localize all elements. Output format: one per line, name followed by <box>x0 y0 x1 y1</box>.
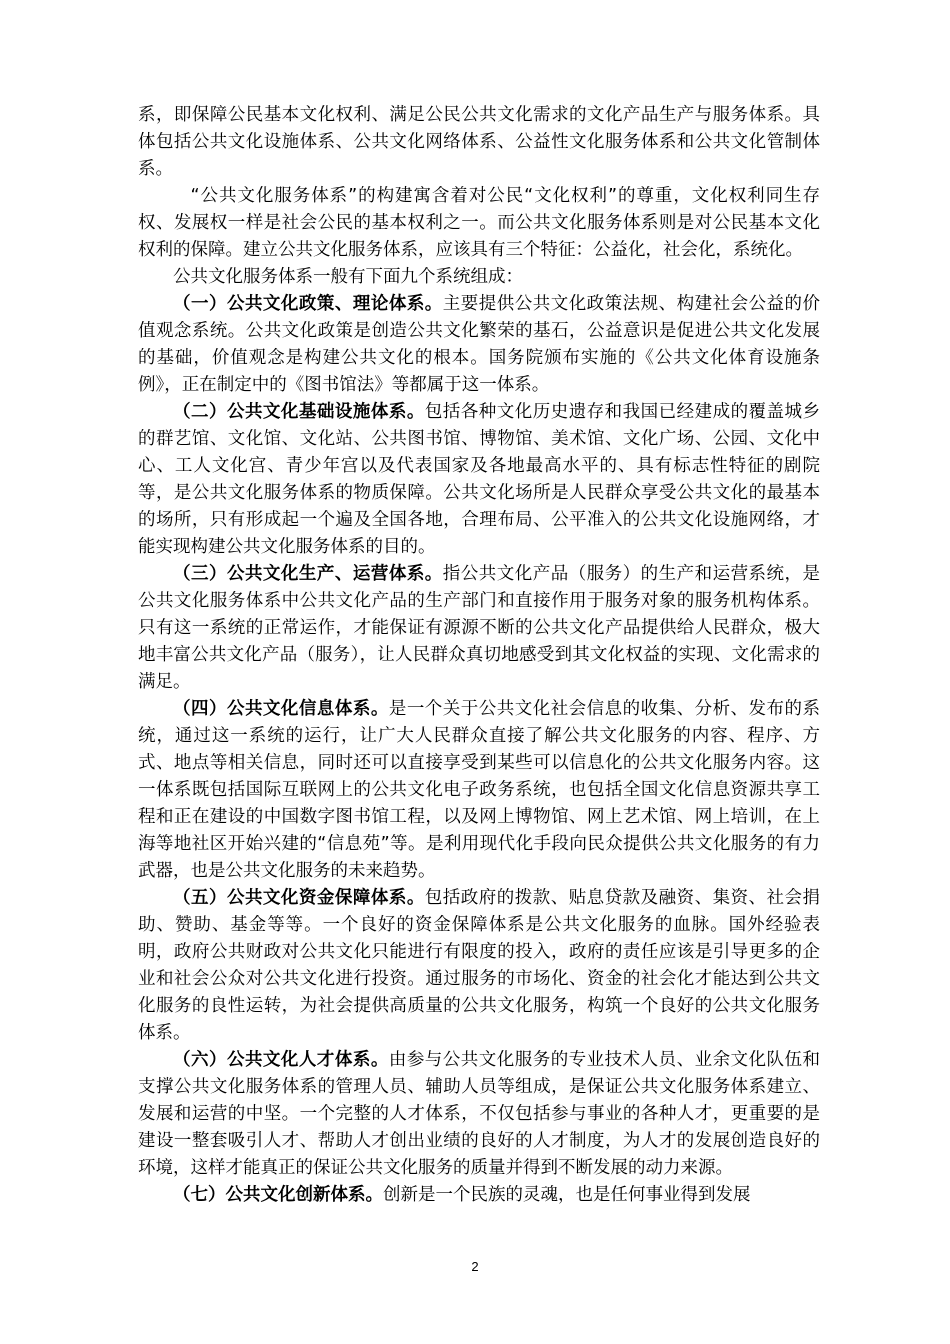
page-number: 2 <box>471 1259 479 1274</box>
paragraph-system-1 <box>138 291 820 399</box>
paragraph-system-4 <box>138 696 820 885</box>
section-heading: （五）公共文化资金保障体系。 <box>173 888 425 908</box>
paragraph-text: 创新是一个民族的灵魂，也是任何事业得到发展 <box>383 1185 751 1205</box>
section-heading: （七）公共文化创新体系。 <box>173 1185 383 1205</box>
paragraph-system-7 <box>138 1182 820 1209</box>
paragraph-nine-systems-intro <box>138 264 820 291</box>
paragraph-text: 公共文化服务体系一般有下面九个系统组成： <box>173 267 523 287</box>
paragraph-text: 包括政府的拨款、贴息贷款及融资、集资、社会捐助、赞助、基金等等。一个良好的资金保障体系是公共文化服务的血脉。国外经验表明，政府公共财政对公共文化只能进行有限度的投入，政府的责任应该是引导更多的企业和社会公众对公共文化进行投资。通过服务的市场化、资金的社会化才能达到公共文化服务的良性运转，为社会提供高质量的公共文化服务，构筑一个良好的公共文化服务体系。 <box>138 888 821 1043</box>
section-heading: （三）公共文化生产、运营体系。 <box>173 564 443 584</box>
section-heading: （六）公共文化人才体系。 <box>173 1050 389 1070</box>
paragraph-text: 包括各种文化历史遗存和我国已经建成的覆盖城乡的群艺馆、文化馆、文化站、公共图书馆、博物馆、美术馆、文化广场、公园、文化中心、工人文化宫、青少年宫以及代表国家及各地最高水平的、具有标志性特征的剧院等，是公共文化服务体系的物质保障。公共文化场所是人民群众享受公共文化的最基本的场所，只有形成起一个遍及全国各地，合理布局、公平准入的公共文化设施网络，才能实现构建公共文化服务体系的目的。 <box>138 402 821 557</box>
paragraph-cultural-rights <box>138 183 820 264</box>
section-heading: （一）公共文化政策、理论体系。 <box>173 294 443 314</box>
paragraph-text: 是一个关于公共文化社会信息的收集、分析、发布的系统，通过这一系统的运行，让广大人民群众直接了解公共文化服务的内容、程序、方式、地点等相关信息，同时还可以直接享受到某些可以信息化的公共文化服务内容。这一体系既包括国际互联网上的公共文化电子政务系统，也包括全国文化信息资源共享工程和正在建设的中国数字图书馆工程，以及网上博物馆、网上艺术馆、网上培训，在上海等地社区开始兴建的“信息苑”等。是利用现代化手段向民众提供公共文化服务的有力武器，也是公共文化服务的未来趋势。 <box>138 699 820 881</box>
section-heading: （四）公共文化信息体系。 <box>173 699 389 719</box>
document-body <box>138 102 820 1209</box>
section-heading: （二）公共文化基础设施体系。 <box>173 402 425 422</box>
paragraph-system-3 <box>138 561 820 696</box>
paragraph-system-5 <box>138 885 820 1047</box>
paragraph-system-2 <box>138 399 820 561</box>
paragraph-text: 系，即保障公民基本文化权利、满足公民公共文化需求的文化产品生产与服务体系。具体包括公共文化设施体系、公共文化网络体系、公益性文化服务体系和公共文化管制体系。 <box>138 105 820 179</box>
paragraph-system-6 <box>138 1047 820 1182</box>
paragraph-text: 指公共文化产品（服务）的生产和运营系统，是公共文化服务体系中公共文化产品的生产部门和直接作用于服务对象的服务机构体系。只有这一系统的正常运作，才能保证有源源不断的公共文化产品提供给人民群众，极大地丰富公共文化产品（服务），让人民群众真切地感受到其文化权益的实现、文化需求的满足。 <box>138 564 821 692</box>
paragraph-text: “公共文化服务体系”的构建寓含着对公民“文化权利”的尊重，文化权利同生存权、发展权一样是社会公民的基本权利之一。而公共文化服务体系则是对公民基本文化权利的保障。建立公共文化服务体系，应该具有三个特征：公益化，社会化，系统化。 <box>138 186 820 260</box>
paragraph-text: 主要提供公共文化政策法规、构建社会公益的价值观念系统。公共文化政策是创造公共文化繁荣的基石，公益意识是促进公共文化发展的基础，价值观念是构建公共文化的根本。国务院颁布实施的《公共文化体育设施条例》，正在制定中的《图书馆法》等都属于这一体系。 <box>138 294 821 395</box>
paragraph-intro-continued <box>138 102 820 183</box>
paragraph-text: 由参与公共文化服务的专业技术人员、业余文化队伍和支撑公共文化服务体系的管理人员、辅助人员等组成，是保证公共文化服务体系建立、发展和运营的中坚。一个完整的人才体系，不仅包括参与事业的各种人才，更重要的是建设一整套吸引人才、帮助人才创出业绩的良好的人才制度，为人才的发展创造良好的环境，这样才能真正的保证公共文化服务的质量并得到不断发展的动力来源。 <box>138 1050 820 1178</box>
